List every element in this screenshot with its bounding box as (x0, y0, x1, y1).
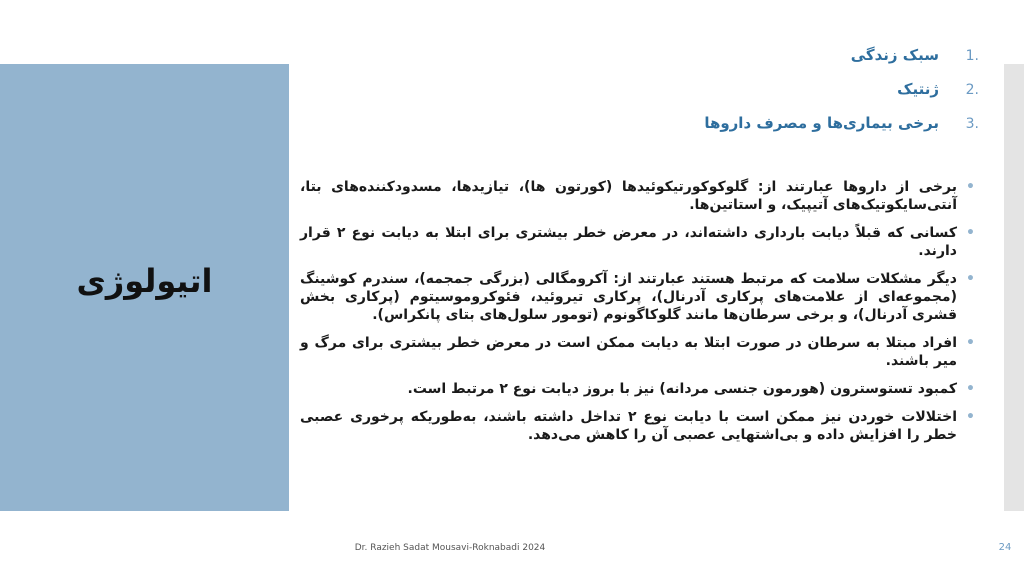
item-text: برخی بیماری‌ها و مصرف داروها (704, 114, 939, 132)
bullet-dot-icon: • (966, 225, 975, 241)
item-text: سبک زندگی (850, 46, 939, 64)
bullet-item (300, 380, 979, 398)
numbered-item (419, 46, 979, 80)
numbered-item (419, 114, 979, 148)
right-accent-strip (1004, 64, 1024, 511)
bullet-dot-icon: • (966, 381, 975, 397)
bullet-item (300, 270, 979, 324)
bullet-text: اختلالات خوردن نیز ممکن است با دیابت نوع ۲ تداخل داشته باشند، به‌طوریکه پرخوری عصبی خطر را افزایش داده و بی‌اشتهایی عصبی آن را کاهش می‌دهد. (300, 409, 957, 443)
item-text: ژنتیک (897, 80, 939, 98)
bullet-item (300, 178, 979, 214)
bullet-text: افراد مبتلا به سرطان در صورت ابتلا به دیابت ممکن است در معرض خطر بیشتری برای مرگ و میر باشند. (300, 335, 957, 369)
item-number: 2. (965, 82, 979, 98)
numbered-list (419, 46, 979, 148)
bullet-text: کمبود تستوسترون (هورمون جنسی مردانه) نیز با بروز دیابت نوع ۲ مرتبط است. (407, 381, 957, 397)
item-number: 3. (965, 116, 979, 132)
bullet-item (300, 408, 979, 444)
bullet-text: دیگر مشکلات سلامت که مرتبط هستند عبارتند از: آکرومگالی (بزرگی جمجمه)، سندرم کوشینگ (مجموعه‌ای از علامت‌های پرکاری آدرنال)، پرکاری تیروئید، فئوکروموسیتوم (پرکاری بخش قشری آدرنال)، و برخی سرطان‌ها مانند گلوکاگونوم (تومور سلول‌های بتای پانکراس). (300, 271, 957, 323)
bullet-dot-icon: • (966, 271, 975, 287)
page-number: 24 (998, 542, 1012, 553)
bullet-text: برخی از داروها عبارتند از: گلوکوکورتیکوئیدها (کورتون ها)، تیازیدها، مسدودکننده‌های بتا، آنتی‌سایکوتیک‌های آتیپیک، و استاتین‌ها. (300, 179, 957, 213)
bullet-dot-icon: • (966, 179, 975, 195)
bullet-list (300, 178, 979, 454)
bullet-dot-icon: • (966, 335, 975, 351)
numbered-item (419, 80, 979, 114)
item-number: 1. (965, 48, 979, 64)
slide-title: اتیولوژی (76, 262, 213, 300)
bullet-item (300, 334, 979, 370)
bullet-dot-icon: • (966, 409, 975, 425)
bullet-item (300, 224, 979, 260)
footer-author: Dr. Razieh Sadat Mousavi-Roknabadi 2024 (354, 543, 546, 553)
bullet-text: کسانی که قبلاً دیابت بارداری داشته‌اند، در معرض خطر بیشتری برای ابتلا به دیابت نوع ۲ قرار دارند. (300, 225, 957, 259)
